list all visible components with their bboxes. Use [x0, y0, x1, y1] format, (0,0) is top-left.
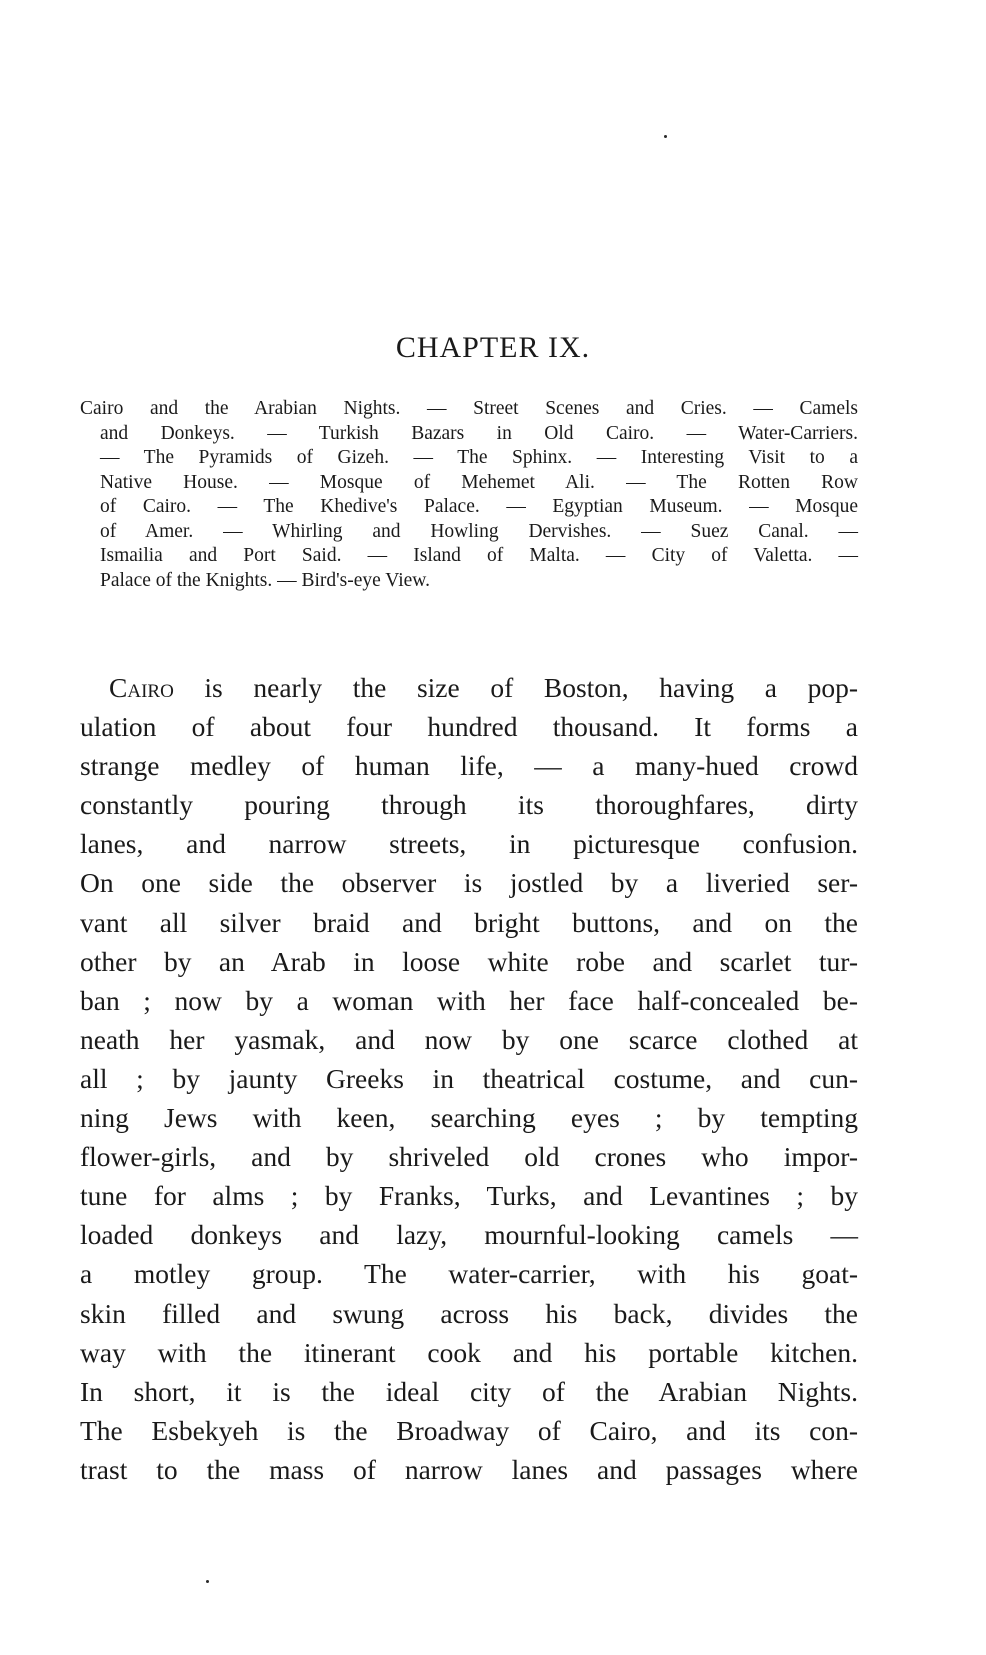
body-line: ning Jews with keen, searching eyes ; by tempting	[80, 1102, 858, 1134]
synopsis-line: Native House. — Mosque of Mehemet Ali. — The Rotten Row	[100, 471, 858, 493]
synopsis-line: of Amer. — Whirling and Howling Dervishes. — Suez Canal. —	[100, 520, 858, 542]
body-line: The Esbekyeh is the Broadway of Cairo, and its con-	[80, 1414, 858, 1446]
synopsis-line: Cairo and the Arabian Nights. — Street Scenes and Cries. — Camels	[80, 398, 858, 419]
body-text	[80, 668, 858, 1489]
body-line: all ; by jaunty Greeks in theatrical costume, and cun-	[80, 1062, 858, 1094]
first-word-rest: airo	[127, 672, 174, 703]
body-line: ban ; now by a woman with her face half-concealed be-	[80, 984, 858, 1016]
body-line: tune for alms ; by Franks, Turks, and Levantines ; by	[80, 1180, 858, 1212]
synopsis-line: and Donkeys. — Turkish Bazars in Old Cairo. — Water-Carriers.	[100, 422, 858, 444]
body-line: ulation of about four hundred thousand. It forms a	[80, 711, 858, 743]
chapter-heading: CHAPTER IX.	[395, 331, 591, 364]
synopsis-line: Ismailia and Port Said. — Island of Malta. — City of Valetta. —	[100, 545, 858, 566]
body-line: trast to the mass of narrow lanes and passages where	[80, 1453, 858, 1485]
body-line: loaded donkeys and lazy, mournful-looking camels —	[80, 1219, 858, 1251]
body-line: a motley group. The water-carrier, with his goat-	[80, 1258, 858, 1290]
body-line: neath her yasmak, and now by one scarce clothed at	[80, 1023, 858, 1055]
body-first-line	[80, 668, 858, 707]
body-line: flower-girls, and by shriveled old crones who impor-	[80, 1141, 858, 1173]
body-line: In short, it is the ideal city of the Arabian Nights.	[80, 1375, 858, 1407]
body-line: constantly pouring through its thoroughfares, dirty	[80, 789, 858, 821]
page-speck-bottom	[206, 1580, 209, 1583]
page-speck-top	[664, 135, 667, 138]
synopsis-line: of Cairo. — The Khedive's Palace. — Egyptian Museum. — Mosque	[100, 496, 858, 517]
synopsis-line: Palace of the Knights. — Bird's-eye View.	[100, 569, 430, 591]
body-line: vant all silver braid and bright buttons, and on the	[80, 906, 858, 938]
body-line: way with the itinerant cook and his portable kitchen.	[80, 1336, 858, 1368]
chapter-synopsis	[80, 397, 858, 593]
body-line: skin filled and swung across his back, divides the	[80, 1297, 858, 1329]
first-word-initial: C	[109, 672, 128, 703]
first-line-rest: is nearly the size of Boston, having a pop-	[173, 672, 858, 703]
body-line: other by an Arab in loose white robe and scarlet tur-	[80, 945, 858, 977]
body-line: lanes, and narrow streets, in picturesque confusion.	[80, 828, 858, 860]
synopsis-line: — The Pyramids of Gizeh. — The Sphinx. — Interesting Visit to a	[100, 447, 858, 468]
body-line: strange medley of human life, — a many-hued crowd	[80, 750, 858, 782]
body-line: On one side the observer is jostled by a liveried ser-	[80, 867, 858, 899]
